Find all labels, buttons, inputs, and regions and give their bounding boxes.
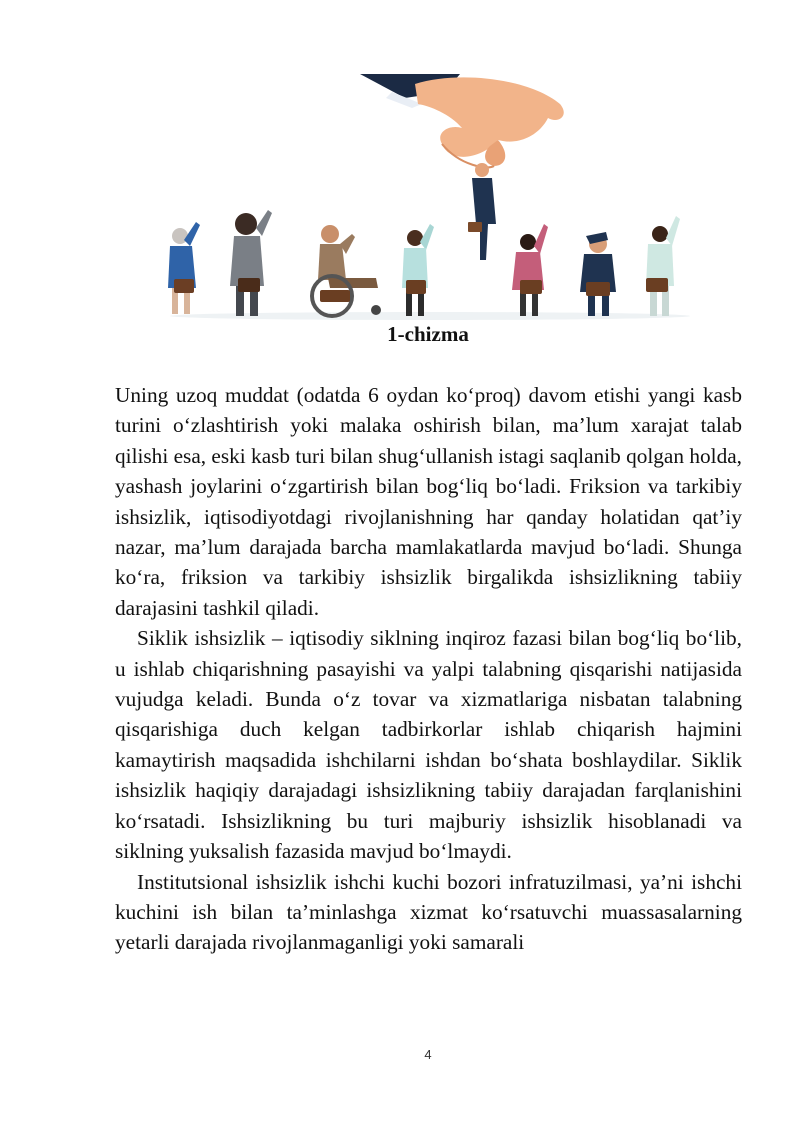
job-seeker-icon [168, 222, 200, 314]
body-text [115, 380, 742, 958]
paragraph: Siklik ishsizlik – iqtisodiy siklning inqiroz fazasi bilan bog‘liq bo‘lib, u ishlab chiqarishning pasayishi va yalpi talabning qisqarishi natijasida vujudga keladi. Bunda o‘z tovar va xizmatlariga nisbatan talabning qisqarishiga duch kelgan tadbirkorlar ishlab chiqarish hajmini kamaytirish maqsadida ishchilarni ishdan bo‘shata boshlaydilar. Siklik ishsizlik haqiqiy darajadagi ishsizlikning tabiiy darajadan farqlanishini ko‘rsatadi. Ishsizlikning bu turi majburiy ishsizlik hisoblanadi va siklning yuksalish fazasida mavjud bo‘lmaydi. [115, 626, 742, 864]
paragraph: Institutsional ishsizlik ishchi kuchi bozori infratuzilmasi, ya’ni ishchi kuchini ish bilan ta’minlashga xizmat ko‘rsatuvchi muassasalarning yetarli darajada rivojlanmaganligi yoki samarali [115, 869, 742, 955]
job-seeker-icon [402, 224, 434, 316]
job-seeker-icon [646, 216, 680, 316]
figure-caption: 1-chizma [387, 322, 469, 346]
page-number: 4 [424, 1047, 432, 1062]
wheelchair-user-icon [312, 225, 381, 316]
job-seeker-icon [230, 210, 272, 316]
figure-illustration [160, 74, 700, 324]
job-seeker-icon [580, 232, 616, 316]
paragraph: Uning uzoq muddat (odatda 6 oydan ko‘proq) davom etishi yangi kasb turini o‘zlashtirish yoki malaka oshirish bilan, ma’lum xarajat talab qilishi esa, eski kasb turi bilan shug‘ullanish istagi saqlanib qolgan holda, yashash joylarini o‘zgartirish bilan bog‘liq bo‘ladi. Friksion va tarkibiy ishsizlik, iqtisodiyotdagi rivojlanishning har qanday holatidan qat’iy nazar, ma’lum darajada barcha mamlakatlarda mavjud bo‘ladi. Shunga ko‘ra, friksion va tarkibiy ishsizlik birgalikda ishsizlikning tabiiy darajasini tashkil qiladi. [115, 383, 742, 620]
job-seeker-icon [512, 224, 548, 316]
hand-picking-person-icon [360, 74, 564, 260]
